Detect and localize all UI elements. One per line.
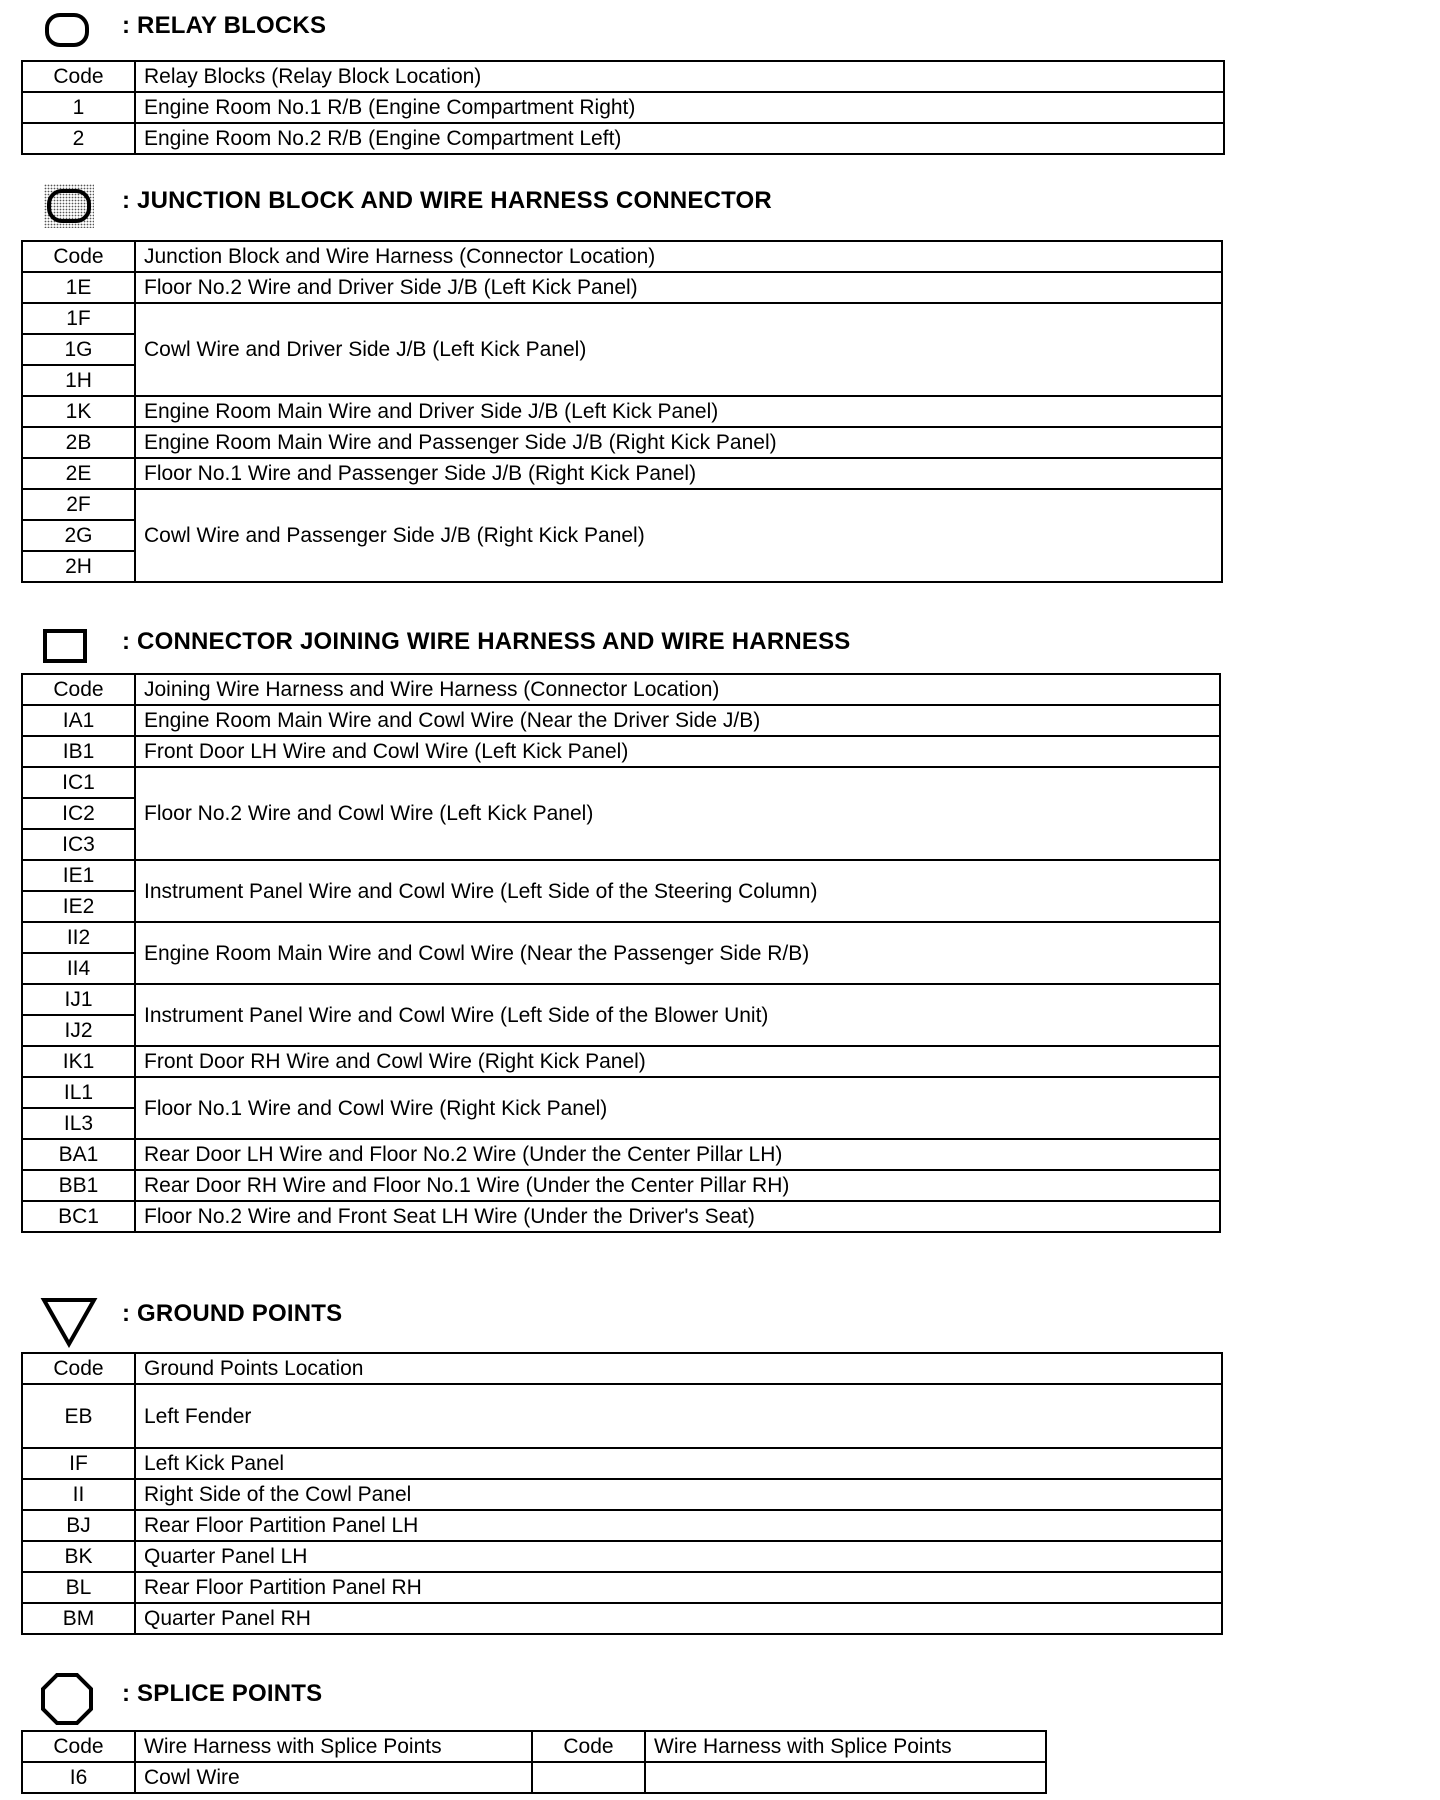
code-cell: 2E bbox=[22, 458, 135, 489]
table-header-row bbox=[22, 1353, 1222, 1384]
table-row bbox=[22, 1510, 1222, 1541]
table-header-row bbox=[22, 61, 1224, 92]
code-cell: 2H bbox=[22, 551, 135, 582]
table-row bbox=[22, 92, 1224, 123]
table-row bbox=[22, 303, 1222, 334]
table-row bbox=[22, 489, 1222, 520]
desc-cell: Quarter Panel RH bbox=[135, 1603, 1222, 1634]
table-row bbox=[22, 272, 1222, 303]
ground-point-icon bbox=[40, 1296, 98, 1348]
code-cell: 2 bbox=[22, 123, 135, 154]
desc-cell: Left Kick Panel bbox=[135, 1448, 1222, 1479]
desc-cell: Floor No.2 Wire and Front Seat LH Wire (Under the Driver's Seat) bbox=[135, 1201, 1220, 1232]
relay-block-icon bbox=[44, 12, 90, 48]
desc-header: Ground Points Location bbox=[135, 1353, 1222, 1384]
relay-blocks-heading: : RELAY BLOCKS bbox=[122, 12, 327, 39]
code-cell: IB1 bbox=[22, 736, 135, 767]
desc-cell: Engine Room Main Wire and Cowl Wire (Near the Driver Side J/B) bbox=[135, 705, 1220, 736]
desc-cell: Front Door RH Wire and Cowl Wire (Right Kick Panel) bbox=[135, 1046, 1220, 1077]
code-cell: BJ bbox=[22, 1510, 135, 1541]
code-header: Code bbox=[22, 61, 135, 92]
code-header: Code bbox=[22, 1731, 135, 1762]
code-header: Code bbox=[22, 674, 135, 705]
desc-cell: Cowl Wire bbox=[135, 1762, 532, 1793]
code-cell: IK1 bbox=[22, 1046, 135, 1077]
table-row bbox=[22, 1762, 1046, 1793]
desc-cell: Engine Room Main Wire and Cowl Wire (Near the Passenger Side R/B) bbox=[135, 922, 1220, 984]
table-header-row bbox=[22, 1731, 1046, 1762]
desc-cell: Instrument Panel Wire and Cowl Wire (Left Side of the Blower Unit) bbox=[135, 984, 1220, 1046]
table-row bbox=[22, 1046, 1220, 1077]
desc-cell: Cowl Wire and Driver Side J/B (Left Kick Panel) bbox=[135, 303, 1222, 396]
desc-cell: Left Fender bbox=[135, 1384, 1222, 1448]
relay-blocks-table bbox=[21, 60, 1225, 155]
table-row bbox=[22, 1201, 1220, 1232]
table-row bbox=[22, 1479, 1222, 1510]
junction-block-icon bbox=[44, 184, 94, 228]
table-row bbox=[22, 767, 1220, 798]
code-cell: BB1 bbox=[22, 1170, 135, 1201]
desc-cell: Right Side of the Cowl Panel bbox=[135, 1479, 1222, 1510]
ground-points-table bbox=[21, 1352, 1223, 1635]
junction-block-heading: : JUNCTION BLOCK AND WIRE HARNESS CONNECTOR bbox=[122, 187, 772, 214]
desc-cell: Rear Door RH Wire and Floor No.1 Wire (Under the Center Pillar RH) bbox=[135, 1170, 1220, 1201]
desc-cell: Engine Room Main Wire and Passenger Side J/B (Right Kick Panel) bbox=[135, 427, 1222, 458]
desc-cell bbox=[645, 1762, 1046, 1793]
desc-cell: Quarter Panel LH bbox=[135, 1541, 1222, 1572]
table-row bbox=[22, 1572, 1222, 1603]
desc-cell: Front Door LH Wire and Cowl Wire (Left Kick Panel) bbox=[135, 736, 1220, 767]
junction-block-table bbox=[21, 240, 1223, 583]
desc-cell: Floor No.1 Wire and Cowl Wire (Right Kick Panel) bbox=[135, 1077, 1220, 1139]
splice-points-table bbox=[21, 1730, 1047, 1794]
connector-icon bbox=[42, 628, 88, 664]
code-cell: BC1 bbox=[22, 1201, 135, 1232]
code-cell: II bbox=[22, 1479, 135, 1510]
code-cell: IE1 bbox=[22, 860, 135, 891]
table-row bbox=[22, 123, 1224, 154]
desc-cell: Cowl Wire and Passenger Side J/B (Right Kick Panel) bbox=[135, 489, 1222, 582]
code-cell: EB bbox=[22, 1384, 135, 1448]
code-header: Code bbox=[22, 241, 135, 272]
table-row bbox=[22, 1170, 1220, 1201]
table-row bbox=[22, 1541, 1222, 1572]
table-row bbox=[22, 736, 1220, 767]
table-row bbox=[22, 705, 1220, 736]
code-cell: 1K bbox=[22, 396, 135, 427]
table-row bbox=[22, 458, 1222, 489]
code-cell: IL1 bbox=[22, 1077, 135, 1108]
connector-heading: : CONNECTOR JOINING WIRE HARNESS AND WIRE HARNESS bbox=[122, 628, 851, 655]
code-cell: 1H bbox=[22, 365, 135, 396]
table-row bbox=[22, 1139, 1220, 1170]
code-cell: IE2 bbox=[22, 891, 135, 922]
code-cell: IJ2 bbox=[22, 1015, 135, 1046]
code-cell: 1E bbox=[22, 272, 135, 303]
code-header: Code bbox=[22, 1353, 135, 1384]
code-cell: IC1 bbox=[22, 767, 135, 798]
code-cell: IA1 bbox=[22, 705, 135, 736]
desc-header: Joining Wire Harness and Wire Harness (Connector Location) bbox=[135, 674, 1220, 705]
code-cell: II4 bbox=[22, 953, 135, 984]
desc-header: Wire Harness with Splice Points bbox=[645, 1731, 1046, 1762]
code-cell: IJ1 bbox=[22, 984, 135, 1015]
desc-header: Junction Block and Wire Harness (Connector Location) bbox=[135, 241, 1222, 272]
table-header-row bbox=[22, 674, 1220, 705]
table-row bbox=[22, 396, 1222, 427]
code-cell: IC2 bbox=[22, 798, 135, 829]
splice-point-icon bbox=[40, 1672, 94, 1726]
desc-cell: Floor No.1 Wire and Passenger Side J/B (Right Kick Panel) bbox=[135, 458, 1222, 489]
code-cell: IC3 bbox=[22, 829, 135, 860]
connector-table bbox=[21, 673, 1221, 1233]
desc-cell: Engine Room No.2 R/B (Engine Compartment Left) bbox=[135, 123, 1224, 154]
code-cell: II2 bbox=[22, 922, 135, 953]
table-row bbox=[22, 1384, 1222, 1448]
desc-header: Relay Blocks (Relay Block Location) bbox=[135, 61, 1224, 92]
table-row bbox=[22, 1448, 1222, 1479]
code-cell: BL bbox=[22, 1572, 135, 1603]
desc-header: Wire Harness with Splice Points bbox=[135, 1731, 532, 1762]
ground-points-heading: : GROUND POINTS bbox=[122, 1300, 343, 1327]
desc-cell: Instrument Panel Wire and Cowl Wire (Left Side of the Steering Column) bbox=[135, 860, 1220, 922]
code-cell: BA1 bbox=[22, 1139, 135, 1170]
desc-cell: Rear Floor Partition Panel RH bbox=[135, 1572, 1222, 1603]
splice-points-heading: : SPLICE POINTS bbox=[122, 1680, 323, 1707]
code-cell: BK bbox=[22, 1541, 135, 1572]
table-row bbox=[22, 427, 1222, 458]
desc-cell: Rear Door LH Wire and Floor No.2 Wire (Under the Center Pillar LH) bbox=[135, 1139, 1220, 1170]
table-row bbox=[22, 860, 1220, 891]
code-header: Code bbox=[532, 1731, 645, 1762]
code-cell: I6 bbox=[22, 1762, 135, 1793]
code-cell: 1 bbox=[22, 92, 135, 123]
code-cell: IL3 bbox=[22, 1108, 135, 1139]
code-cell: 1G bbox=[22, 334, 135, 365]
code-cell: IF bbox=[22, 1448, 135, 1479]
desc-cell: Floor No.2 Wire and Driver Side J/B (Left Kick Panel) bbox=[135, 272, 1222, 303]
desc-cell: Floor No.2 Wire and Cowl Wire (Left Kick Panel) bbox=[135, 767, 1220, 860]
desc-cell: Engine Room No.1 R/B (Engine Compartment Right) bbox=[135, 92, 1224, 123]
code-cell: BM bbox=[22, 1603, 135, 1634]
code-cell bbox=[532, 1762, 645, 1793]
code-cell: 2G bbox=[22, 520, 135, 551]
desc-cell: Engine Room Main Wire and Driver Side J/B (Left Kick Panel) bbox=[135, 396, 1222, 427]
table-row bbox=[22, 1603, 1222, 1634]
table-row bbox=[22, 1077, 1220, 1108]
table-header-row bbox=[22, 241, 1222, 272]
code-cell: 1F bbox=[22, 303, 135, 334]
table-row bbox=[22, 984, 1220, 1015]
table-row bbox=[22, 922, 1220, 953]
code-cell: 2F bbox=[22, 489, 135, 520]
code-cell: 2B bbox=[22, 427, 135, 458]
desc-cell: Rear Floor Partition Panel LH bbox=[135, 1510, 1222, 1541]
